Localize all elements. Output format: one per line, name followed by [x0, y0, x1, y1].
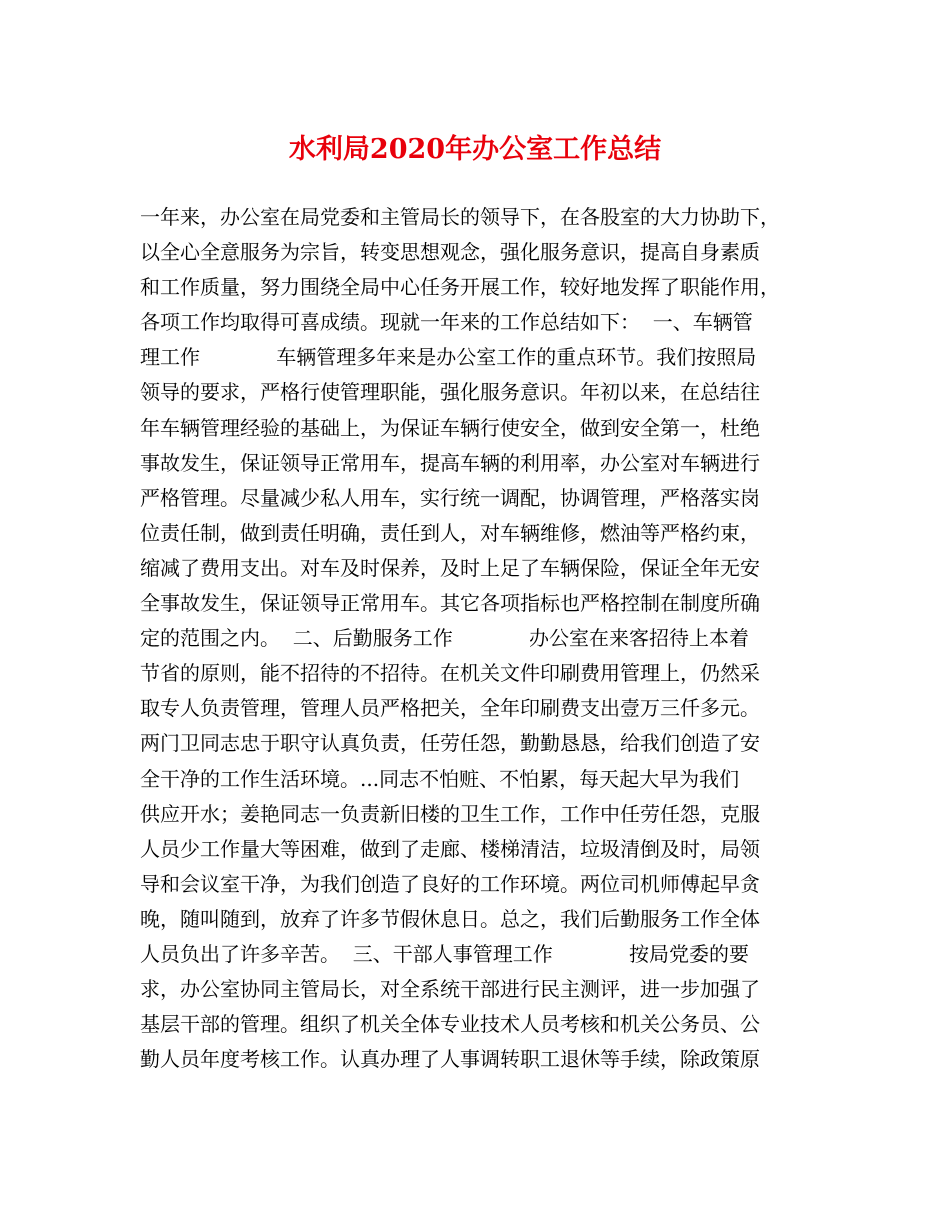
body-line: 一年来，办公室在局党委和主管局长的领导下，在各股室的大力协助下，	[140, 205, 780, 229]
body-line: 晚，随叫随到，放弃了许多节假休息日。总之，我们后勤服务工作全体	[140, 906, 760, 931]
body-line: 以全心全意服务为宗旨，转变思想观念，强化服务意识，提高自身素质	[140, 240, 760, 265]
body-line: 理工作 车辆管理多年来是办公室工作的重点环节。我们按照局	[140, 345, 757, 370]
body-line: 节省的原则，能不招待的不招待。在机关文件印刷费用管理上，仍然采	[140, 661, 760, 686]
body-line: 基层干部的管理。组织了机关全体专业技术人员考核和机关公务员、公	[140, 1012, 760, 1037]
document-title: 水利局2020年办公室工作总结	[288, 134, 662, 165]
body-line: 缩减了费用支出。对车及时保养，及时上足了车辆保险，保证全年无安	[140, 555, 760, 580]
body-line: 取专人负责管理，管理人员严格把关，全年印刷费支出壹万三仟多元。	[140, 696, 760, 721]
body-line: 求，办公室协同主管局长，对全系统干部进行民主测评，进一步加强了	[140, 977, 760, 1002]
body-line: 年车辆管理经验的基础上，为保证车辆行使安全，做到安全第一，杜绝	[140, 415, 760, 440]
body-line: 事故发生，保证领导正常用车，提高车辆的利用率，办公室对车辆进行	[140, 450, 760, 475]
document-body	[140, 200, 820, 1077]
body-line: 人员负出了许多辛苦。 三、干部人事管理工作 按局党委的要	[140, 941, 750, 966]
body-line: 位责任制，做到责任明确，责任到人，对车辆维修，燃油等严格约束，	[140, 520, 760, 545]
body-line: 供应开水；姜艳同志一负责新旧楼的卫生工作，工作中任劳任怨，克服	[140, 801, 760, 826]
body-line: 定的范围之内。 二、后勤服务工作 办公室在来客招待上本着	[140, 626, 750, 651]
body-line: 严格管理。尽量减少私人用车，实行统一调配，协调管理，严格落实岗	[140, 485, 760, 510]
body-line: 人员少工作量大等困难，做到了走廊、楼梯清洁，垃圾清倒及时，局领	[140, 836, 760, 861]
body-line: 和工作质量，努力围绕全局中心任务开展工作，较好地发挥了职能作用，	[140, 275, 780, 300]
body-line: 导和会议室干净，为我们创造了良好的工作环境。两位司机师傅起早贪	[140, 871, 760, 896]
body-line: 领导的要求，严格行使管理职能，强化服务意识。年初以来，在总结往	[140, 380, 760, 405]
body-line: 各项工作均取得可喜成绩。现就一年来的工作总结如下： 一、车辆管	[140, 310, 753, 335]
body-line: 勤人员年度考核工作。认真办理了人事调转职工退休等手续，除政策原	[140, 1047, 760, 1072]
body-line: 两门卫同志忠于职守认真负责，任劳任怨，勤勤恳恳，给我们创造了安	[140, 731, 760, 756]
body-line: 全事故发生，保证领导正常用车。其它各项指标也严格控制在制度所确	[140, 591, 760, 616]
body-line: 全干净的工作生活环境。...同志不怕赃、不怕累，每天起大早为我们	[140, 766, 740, 791]
